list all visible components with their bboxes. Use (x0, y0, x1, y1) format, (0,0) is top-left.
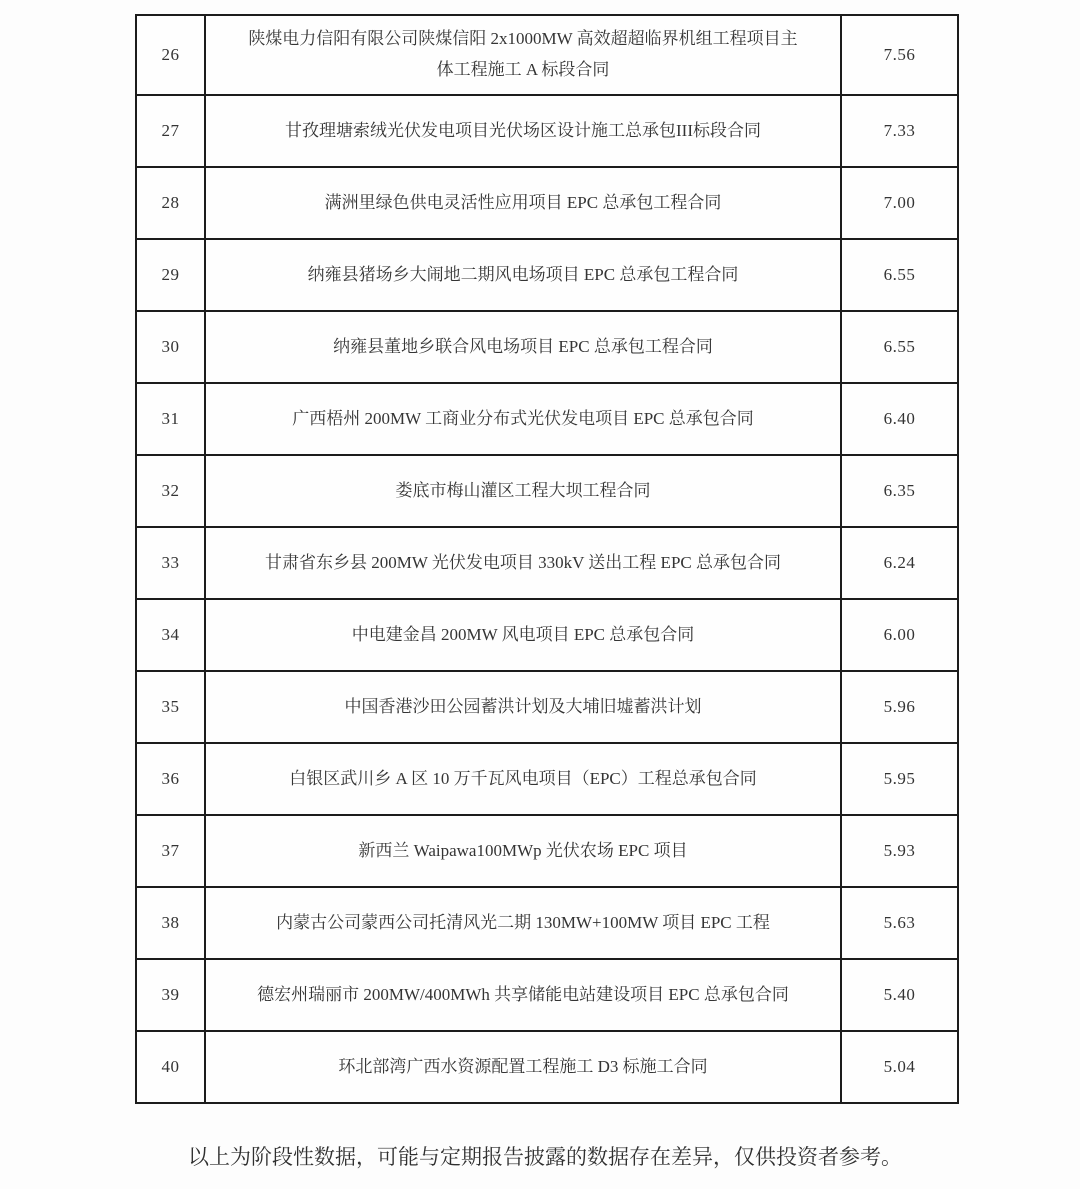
amount-cell: 6.00 (841, 599, 958, 671)
disclaimer-note: 以上为阶段性数据，可能与定期报告披露的数据存在差异，仅供投资者参考。 (188, 1145, 902, 1169)
project-name-cell: 内蒙古公司蒙西公司托清风光二期 130MW+100MW 项目 EPC 工程 (205, 887, 841, 959)
project-name-cell: 纳雍县董地乡联合风电场项目 EPC 总承包工程合同 (205, 311, 841, 383)
row-number-cell: 39 (136, 959, 205, 1031)
table-row (136, 311, 958, 383)
table-row (136, 887, 958, 959)
row-number-cell: 33 (136, 527, 205, 599)
table-row (136, 167, 958, 239)
amount-cell: 7.33 (841, 95, 958, 167)
project-name-cell: 甘肃省东乡县 200MW 光伏发电项目 330kV 送出工程 EPC 总承包合同 (205, 527, 841, 599)
table-row (136, 383, 958, 455)
table-row (136, 743, 958, 815)
amount-cell: 7.00 (841, 167, 958, 239)
amount-cell: 6.35 (841, 455, 958, 527)
table-body (136, 15, 958, 1103)
row-number-cell: 38 (136, 887, 205, 959)
amount-cell: 6.55 (841, 311, 958, 383)
row-number-cell: 36 (136, 743, 205, 815)
row-number-cell: 27 (136, 95, 205, 167)
project-name-cell: 新西兰 Waipawa100MWp 光伏农场 EPC 项目 (205, 815, 841, 887)
amount-cell: 5.40 (841, 959, 958, 1031)
table-row (136, 455, 958, 527)
table-row (136, 527, 958, 599)
amount-cell: 5.04 (841, 1031, 958, 1103)
amount-cell: 5.63 (841, 887, 958, 959)
amount-cell: 6.40 (841, 383, 958, 455)
project-name-cell: 中国香港沙田公园蓄洪计划及大埔旧墟蓄洪计划 (205, 671, 841, 743)
row-number-cell: 29 (136, 239, 205, 311)
table-row (136, 671, 958, 743)
table-row (136, 15, 958, 95)
row-number-cell: 32 (136, 455, 205, 527)
project-name-cell: 满洲里绿色供电灵活性应用项目 EPC 总承包工程合同 (205, 167, 841, 239)
amount-cell: 5.96 (841, 671, 958, 743)
project-name-cell: 白银区武川乡 A 区 10 万千瓦风电项目（EPC）工程总承包合同 (205, 743, 841, 815)
amount-cell: 6.55 (841, 239, 958, 311)
row-number-cell: 40 (136, 1031, 205, 1103)
table-row (136, 815, 958, 887)
table-row (136, 1031, 958, 1103)
table-row (136, 239, 958, 311)
project-name-cell: 环北部湾广西水资源配置工程施工 D3 标施工合同 (205, 1031, 841, 1103)
table-row (136, 959, 958, 1031)
row-number-cell: 30 (136, 311, 205, 383)
project-name-cell: 娄底市梅山灌区工程大坝工程合同 (205, 455, 841, 527)
row-number-cell: 26 (136, 15, 205, 95)
amount-cell: 5.95 (841, 743, 958, 815)
row-number-cell: 35 (136, 671, 205, 743)
project-name-cell: 陕煤电力信阳有限公司陕煤信阳 2x1000MW 高效超超临界机组工程项目主体工程施工 A 标段合同 (205, 15, 841, 95)
project-name-cell: 德宏州瑞丽市 200MW/400MWh 共享储能电站建设项目 EPC 总承包合同 (205, 959, 841, 1031)
table-row (136, 599, 958, 671)
project-name-cell: 中电建金昌 200MW 风电项目 EPC 总承包合同 (205, 599, 841, 671)
project-name-cell: 广西梧州 200MW 工商业分布式光伏发电项目 EPC 总承包合同 (205, 383, 841, 455)
table-row (136, 95, 958, 167)
row-number-cell: 31 (136, 383, 205, 455)
amount-cell: 6.24 (841, 527, 958, 599)
row-number-cell: 37 (136, 815, 205, 887)
amount-cell: 5.93 (841, 815, 958, 887)
project-name-cell: 纳雍县猪场乡大闹地二期风电场项目 EPC 总承包工程合同 (205, 239, 841, 311)
contracts-table (135, 14, 959, 1104)
row-number-cell: 34 (136, 599, 205, 671)
row-number-cell: 28 (136, 167, 205, 239)
project-name-cell: 甘孜理塘索绒光伏发电项目光伏场区设计施工总承包III标段合同 (205, 95, 841, 167)
amount-cell: 7.56 (841, 15, 958, 95)
